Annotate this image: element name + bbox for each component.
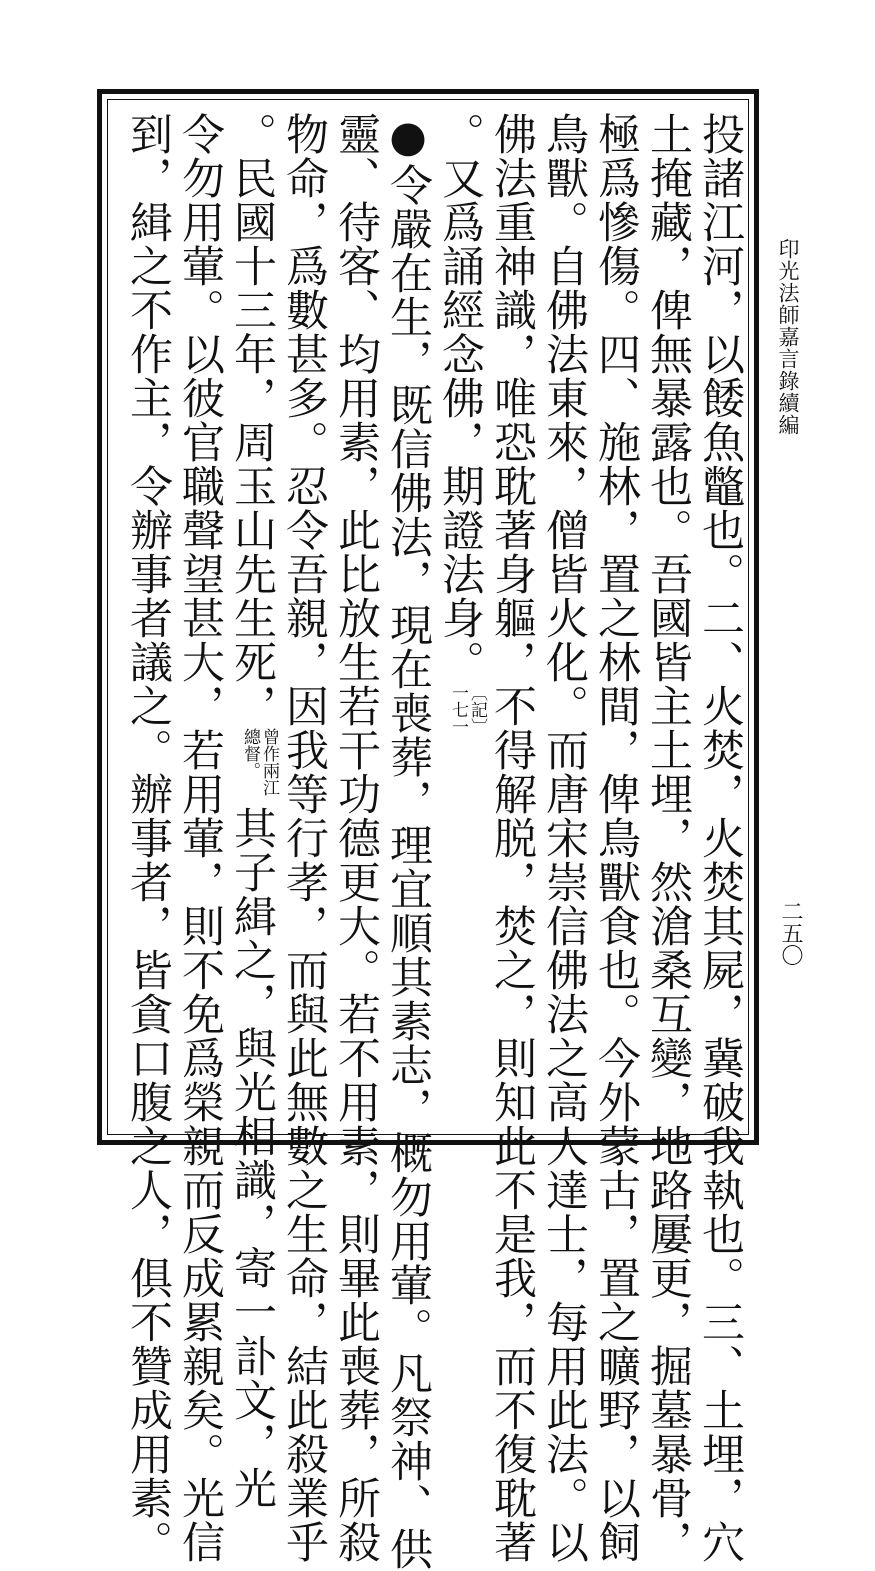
text-column-9: 物命，爲數甚多。忍令吾親，因我等行孝，而與此無數之生命，結此殺業乎	[279, 112, 329, 1564]
text-column-2: 土掩藏，俾無暴露也。吾國皆主土埋，然滄桑互變，地路屢更，掘墓暴骨，	[643, 112, 693, 1564]
source-note: 〔記〕 一七一	[448, 684, 487, 735]
text-column-12: 到，緝之不作主，令辦事者議之。辦事者，皆貪口腹之人，俱不贊成用素。	[123, 112, 173, 1564]
text-column-1: 投諸江河，以餧魚鼈也。二、火焚，火焚其屍，冀破我執也。三、土埋，穴	[695, 112, 745, 1564]
text-column-8: 靈、待客、均用素，此比放生若干功德更大。若不用素，則畢此喪葬，所殺	[331, 112, 381, 1564]
running-title: 印光法師嘉言錄續編	[776, 238, 800, 436]
text-column-11: 令勿用葷。以彼官職聲望甚大，若用葷，則不免爲榮親而反成累親矣。光信	[175, 112, 225, 1564]
page-number: 二五〇	[778, 900, 803, 966]
text-column-5: 佛法重神識，唯恐耽著身軀，不得解脱，焚之，則知此不是我，而不復耽著	[487, 112, 537, 1564]
text-column-3: 極爲慘傷。四、施林，置之林間，俾鳥獸食也。今外蒙古，置之曠野，以飼	[591, 112, 641, 1564]
inline-annotation: 曾作兩江 總督。	[240, 728, 279, 796]
text-column-10: 。民國十三年，周玉山先生死， 曾作兩江 總督。 其子緝之，與光相識，寄一訃文，光	[227, 112, 279, 1510]
text-column-4: 鳥獸。自佛法東來，僧皆火化。而唐宋崇信佛法之高人達士，每用此法。以	[539, 112, 589, 1564]
text-column-7: ●令嚴在生，既信佛法，現在喪葬，理宜順其素志，概勿用葷。凡祭神、供	[383, 112, 433, 1571]
text-column-6: 。又爲誦經念佛，期證法身。 〔記〕 一七一	[434, 112, 486, 1122]
